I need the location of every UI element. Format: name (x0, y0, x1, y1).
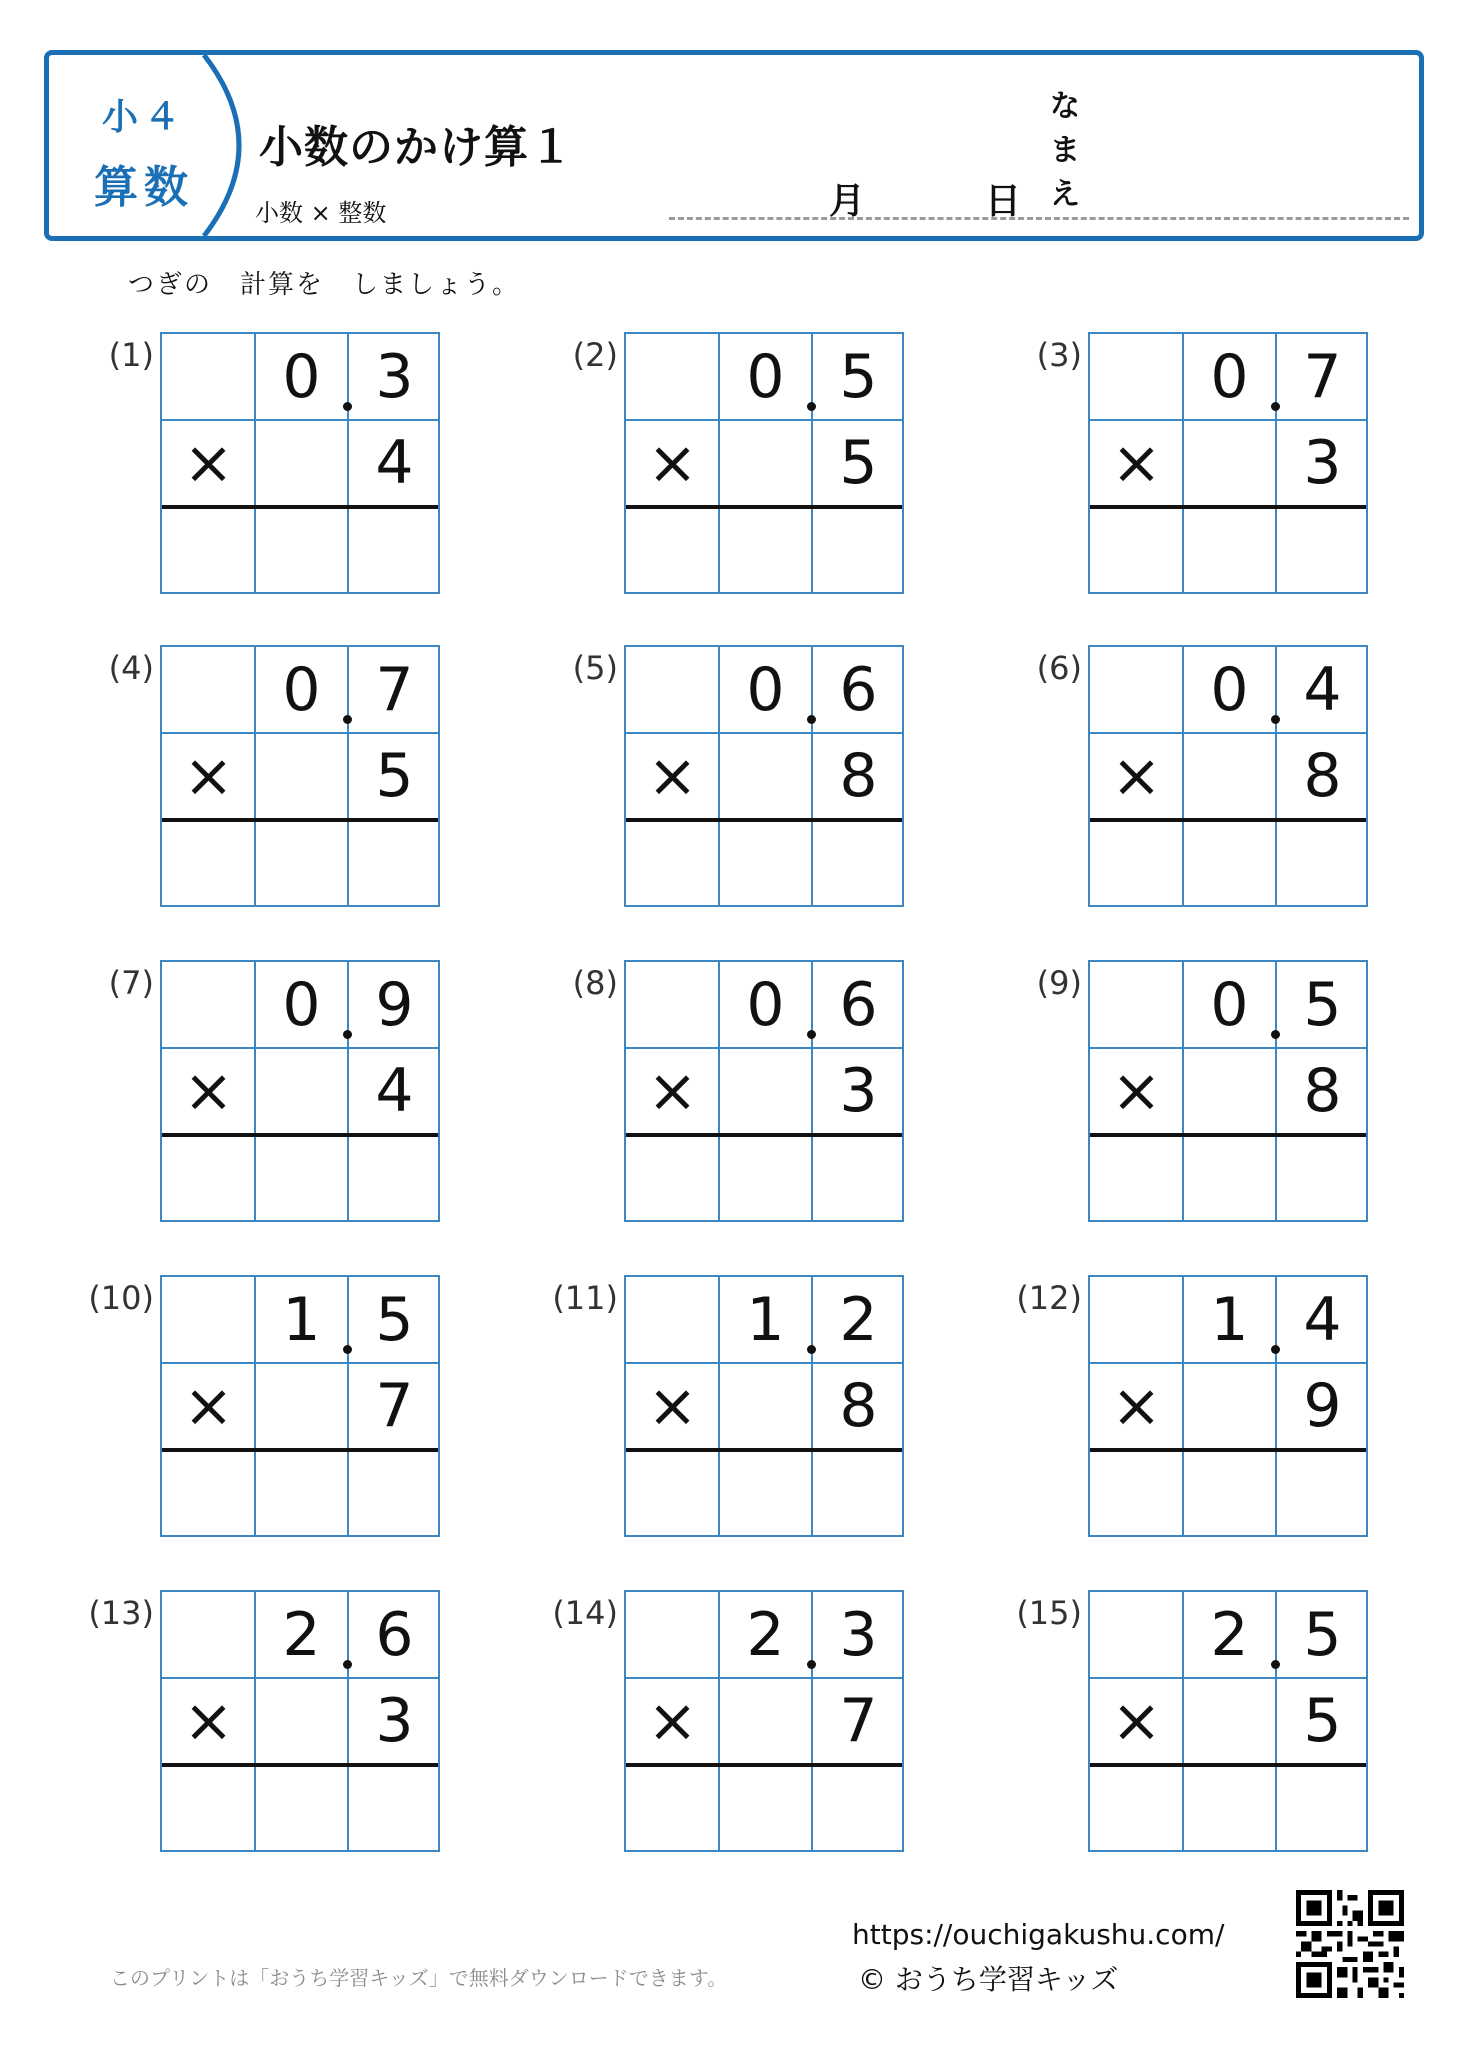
multiplicand-integer-digit: 1 (282, 1285, 321, 1355)
multiplicand-decimal-digit: 3 (375, 342, 414, 412)
multiplier-digit: 5 (375, 741, 414, 811)
answer-cell[interactable] (812, 1451, 905, 1537)
answer-cell[interactable] (162, 1766, 255, 1852)
answer-cell[interactable] (719, 821, 812, 907)
problem-number: (4) (108, 649, 154, 687)
problem-number: (1) (108, 336, 154, 374)
answer-grid (1088, 645, 1368, 907)
multiplicand-decimal-digit: 3 (839, 1600, 878, 1670)
multiplicand-integer-digit: 0 (282, 342, 321, 412)
problem-number: (13) (88, 1594, 154, 1632)
answer-grid (160, 645, 440, 907)
problem-item (1016, 1590, 1342, 1852)
answer-cell[interactable] (255, 1136, 348, 1222)
answer-cell[interactable] (1276, 508, 1369, 594)
decimal-point (343, 715, 352, 724)
answer-grid (1088, 332, 1368, 594)
answer-grid (624, 1590, 904, 1852)
answer-cell[interactable] (348, 1766, 441, 1852)
multiply-sign: × (183, 741, 234, 811)
answer-grid (160, 1275, 440, 1537)
multiplicand-integer-digit: 2 (282, 1600, 321, 1670)
decimal-point (807, 715, 816, 724)
problem-number: (5) (572, 649, 618, 687)
multiplicand-decimal-digit: 6 (839, 970, 878, 1040)
answer-cell[interactable] (1276, 821, 1369, 907)
multiplier-digit: 8 (839, 741, 878, 811)
answer-cell[interactable] (1183, 821, 1276, 907)
problem-number: (2) (572, 336, 618, 374)
multiplicand-decimal-digit: 7 (375, 655, 414, 725)
decimal-point (807, 402, 816, 411)
multiplicand-integer-digit: 0 (746, 342, 785, 412)
multiplicand-integer-digit: 1 (746, 1285, 785, 1355)
answer-cell[interactable] (1276, 1451, 1369, 1537)
answer-cell[interactable] (626, 1766, 719, 1852)
multiplicand-decimal-digit: 6 (839, 655, 878, 725)
answer-cell[interactable] (255, 821, 348, 907)
decimal-point (1271, 1345, 1280, 1354)
problem-item (1016, 960, 1342, 1222)
answer-cell[interactable] (812, 508, 905, 594)
problem-number: (8) (572, 964, 618, 1002)
answer-cell[interactable] (348, 1451, 441, 1537)
decimal-point (343, 1660, 352, 1669)
problem-item (88, 1275, 414, 1537)
multiplicand-integer-digit: 1 (1210, 1285, 1249, 1355)
multiplicand-decimal-digit: 7 (1303, 342, 1342, 412)
instructions: つぎの 計算を しましょう。 (128, 270, 521, 300)
multiplier-digit: 8 (839, 1371, 878, 1441)
multiply-sign: × (647, 1056, 698, 1126)
answer-cell[interactable] (1183, 1766, 1276, 1852)
answer-cell[interactable] (162, 1136, 255, 1222)
answer-cell[interactable] (1183, 1451, 1276, 1537)
decimal-point (807, 1030, 816, 1039)
answer-cell[interactable] (255, 1766, 348, 1852)
multiply-sign: × (1111, 1056, 1162, 1126)
multiplier-digit: 8 (1303, 1056, 1342, 1126)
problem-number: (11) (552, 1279, 618, 1317)
name-label: なまえ (1050, 89, 1080, 212)
answer-cell[interactable] (162, 1451, 255, 1537)
multiplicand-integer-digit: 0 (1210, 655, 1249, 725)
answer-cell[interactable] (348, 508, 441, 594)
problem-item (552, 960, 878, 1222)
answer-cell[interactable] (812, 1766, 905, 1852)
multiplicand-decimal-digit: 5 (1303, 970, 1342, 1040)
multiply-sign: × (183, 1686, 234, 1756)
decimal-point (807, 1345, 816, 1354)
multiplicand-integer-digit: 0 (1210, 342, 1249, 412)
problem-item (1016, 332, 1342, 594)
multiply-sign: × (183, 1056, 234, 1126)
decimal-point (1271, 715, 1280, 724)
answer-grid (1088, 1275, 1368, 1537)
problem-number: (12) (1016, 1279, 1082, 1317)
multiply-sign: × (647, 1371, 698, 1441)
month-label: 月 (829, 181, 866, 222)
answer-grid (160, 1590, 440, 1852)
answer-cell[interactable] (1090, 508, 1183, 594)
answer-cell[interactable] (348, 1136, 441, 1222)
multiplicand-decimal-digit: 9 (375, 970, 414, 1040)
problem-number: (15) (1016, 1594, 1082, 1632)
problem-item (1016, 1275, 1342, 1537)
problem-item (88, 960, 414, 1222)
problem-number: (3) (1036, 336, 1082, 374)
answer-cell[interactable] (255, 1451, 348, 1537)
multiply-sign: × (183, 1371, 234, 1441)
day-label: 日 (985, 181, 1022, 222)
multiplicand-decimal-digit: 5 (1303, 1600, 1342, 1670)
problem-item (552, 1590, 878, 1852)
multiplicand-integer-digit: 0 (282, 970, 321, 1040)
answer-cell[interactable] (719, 1136, 812, 1222)
grade-badge (49, 55, 239, 236)
problem-item (552, 645, 878, 907)
answer-cell[interactable] (812, 1136, 905, 1222)
answer-cell[interactable] (626, 1136, 719, 1222)
problem-item (88, 1590, 414, 1852)
multiplier-digit: 7 (375, 1371, 414, 1441)
multiplier-digit: 7 (839, 1686, 878, 1756)
problem-number: (9) (1036, 964, 1082, 1002)
multiplicand-decimal-digit: 5 (839, 342, 878, 412)
multiplicand-decimal-digit: 2 (839, 1285, 878, 1355)
copyright: © おうち学習キッズ (858, 1963, 1119, 1996)
answer-cell[interactable] (626, 821, 719, 907)
multiplicand-decimal-digit: 5 (375, 1285, 414, 1355)
multiplier-digit: 3 (839, 1056, 878, 1126)
answer-cell[interactable] (1276, 1136, 1369, 1222)
multiply-sign: × (1111, 1686, 1162, 1756)
decimal-point (807, 1660, 816, 1669)
answer-cell[interactable] (626, 1451, 719, 1537)
decimal-point (343, 1030, 352, 1039)
multiplier-digit: 9 (1303, 1371, 1342, 1441)
decimal-point (1271, 1030, 1280, 1039)
multiplicand-integer-digit: 2 (1210, 1600, 1249, 1670)
answer-cell[interactable] (1090, 1136, 1183, 1222)
multiplier-digit: 4 (375, 428, 414, 498)
multiply-sign: × (647, 741, 698, 811)
problem-number: (7) (108, 964, 154, 1002)
multiply-sign: × (647, 428, 698, 498)
decimal-point (1271, 1660, 1280, 1669)
multiplicand-integer-digit: 0 (282, 655, 321, 725)
multiplicand-integer-digit: 0 (1210, 970, 1249, 1040)
answer-grid (624, 332, 904, 594)
answer-cell[interactable] (812, 821, 905, 907)
decimal-point (343, 402, 352, 411)
problem-item (88, 645, 414, 907)
multiply-sign: × (1111, 1371, 1162, 1441)
answer-cell[interactable] (162, 508, 255, 594)
qr-code-icon (1296, 1890, 1404, 1998)
multiplicand-decimal-digit: 6 (375, 1600, 414, 1670)
site-url[interactable]: https://ouchigakushu.com/ (852, 1918, 1225, 1951)
answer-cell[interactable] (255, 508, 348, 594)
answer-grid (160, 960, 440, 1222)
answer-cell[interactable] (1183, 1136, 1276, 1222)
problem-number: (6) (1036, 649, 1082, 687)
answer-cell[interactable] (1090, 1766, 1183, 1852)
problem-item (1016, 645, 1342, 907)
answer-cell[interactable] (1183, 508, 1276, 594)
worksheet-header (44, 50, 1424, 241)
multiplier-digit: 3 (375, 1686, 414, 1756)
problem-item (552, 1275, 878, 1537)
answer-grid (624, 960, 904, 1222)
decimal-point (1271, 402, 1280, 411)
multiplicand-integer-digit: 2 (746, 1600, 785, 1670)
multiplicand-integer-digit: 0 (746, 655, 785, 725)
problem-number: (10) (88, 1279, 154, 1317)
multiplier-digit: 5 (839, 428, 878, 498)
multiplier-digit: 8 (1303, 741, 1342, 811)
answer-grid (1088, 960, 1368, 1222)
multiply-sign: × (647, 1686, 698, 1756)
worksheet-title: 小数のかけ算１ (259, 122, 574, 173)
problem-item (552, 332, 878, 594)
answer-cell[interactable] (626, 508, 719, 594)
multiply-sign: × (183, 428, 234, 498)
answer-cell[interactable] (719, 1766, 812, 1852)
multiplicand-decimal-digit: 4 (1303, 655, 1342, 725)
multiplier-digit: 3 (1303, 428, 1342, 498)
multiplier-digit: 4 (375, 1056, 414, 1126)
answer-grid (624, 1275, 904, 1537)
answer-cell[interactable] (1090, 1451, 1183, 1537)
subject-label: 算数 (94, 162, 194, 213)
worksheet-subtitle: 小数 × 整数 (255, 199, 387, 227)
answer-cell[interactable] (1276, 1766, 1369, 1852)
multiplicand-decimal-digit: 4 (1303, 1285, 1342, 1355)
decimal-point (343, 1345, 352, 1354)
problem-item (88, 332, 414, 594)
multiply-sign: × (1111, 428, 1162, 498)
multiplicand-integer-digit: 0 (746, 970, 785, 1040)
footer-note: このプリントは「おうち学習キッズ」で無料ダウンロードできます。 (110, 1966, 728, 1990)
answer-grid (160, 332, 440, 594)
answer-cell[interactable] (348, 821, 441, 907)
problem-number: (14) (552, 1594, 618, 1632)
name-write-line[interactable] (669, 217, 1409, 220)
answer-cell[interactable] (162, 821, 255, 907)
answer-cell[interactable] (719, 1451, 812, 1537)
grade-label: 小４ (101, 97, 186, 138)
multiplier-digit: 5 (1303, 1686, 1342, 1756)
answer-grid (624, 645, 904, 907)
answer-grid (1088, 1590, 1368, 1852)
answer-cell[interactable] (719, 508, 812, 594)
answer-cell[interactable] (1090, 821, 1183, 907)
multiply-sign: × (1111, 741, 1162, 811)
